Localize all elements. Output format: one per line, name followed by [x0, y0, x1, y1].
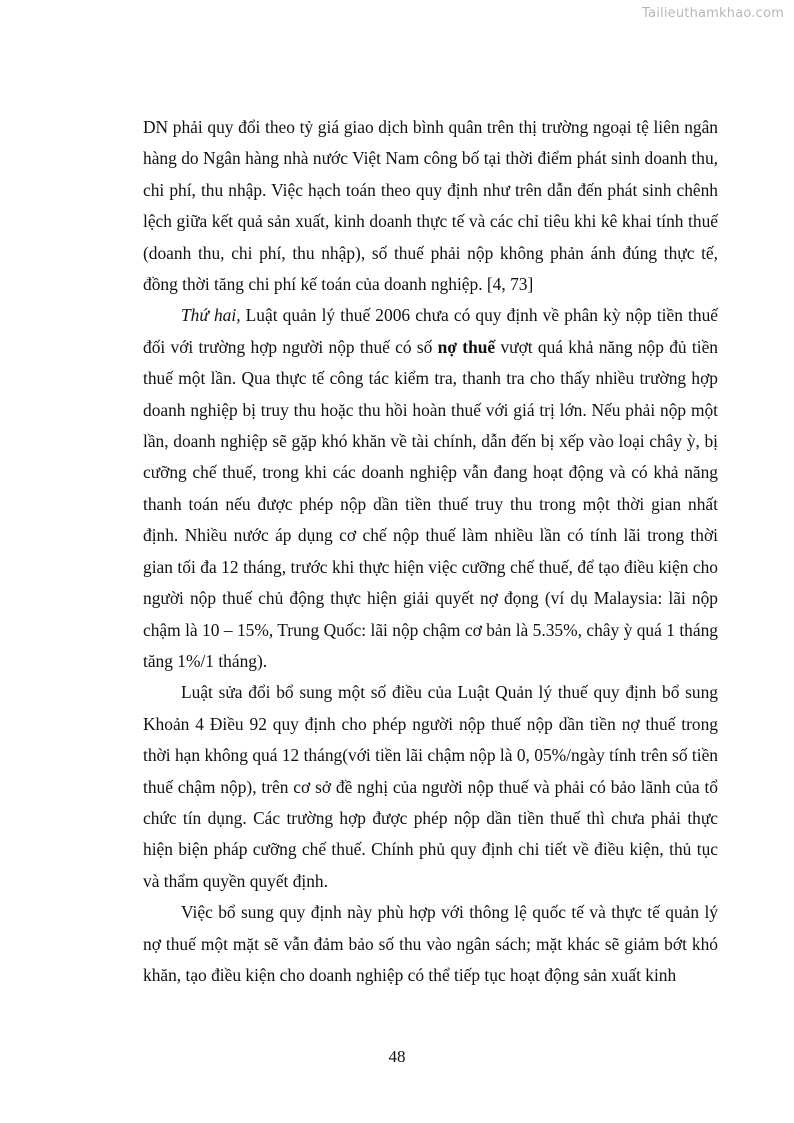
page-number: 48 [388, 1047, 406, 1066]
document-body [143, 112, 718, 991]
paragraph-3: Luật sửa đổi bổ sung một số điều của Luật Quản lý thuế quy định bổ sung Khoản 4 Điều 92 quy định cho phép người nộp thuế nộp dần tiền nợ thuế trong thời hạn không quá 12 tháng(với tiền lãi chậm nộp là 0, 05%/ngày tính trên số tiền thuế chậm nộp), trên cơ sở đề nghị của người nộp thuế và phải có bảo lãnh của tổ chức tín dụng. Các trường hợp được phép nộp dần tiền thuế thì chưa phải thực hiện biện pháp cưỡng chế thuế. Chính phủ quy định chi tiết về điều kiện, thủ tục và thẩm quyền quyết định. [143, 682, 718, 891]
paragraph-2-bold-term: nợ thuế [437, 336, 496, 357]
paragraph-4: Việc bổ sung quy định này phù hợp với thông lệ quốc tế và thực tế quản lý nợ thuế một mặt sẽ vẫn đảm bảo số thu vào ngân sách; mặt khác sẽ giảm bớt khó khăn, tạo điều kiện cho doanh nghiệp có thể tiếp tục hoạt động sản xuất kinh [143, 902, 718, 985]
paragraph-1: DN phải quy đổi theo tỷ giá giao dịch bình quân trên thị trường ngoại tệ liên ngân hàng do Ngân hàng nhà nước Việt Nam công bố tại thời điểm phát sinh doanh thu, chi phí, thu nhập. Việc hạch toán theo quy định như trên dẫn đến phát sinh chênh lệch giữa kết quả sản xuất, kinh doanh thực tế và các chỉ tiêu khi kê khai tính thuế (doanh thu, chi phí, thu nhập), số thuế phải nộp không phản ánh đúng thực tế, đồng thời tăng chi phí kế toán của doanh nghiệp. [4, 73] [143, 117, 718, 295]
paragraph-2-text-a: Luật quản lý thuế 2006 chưa có quy định về phân kỳ nộp tiền thuế đối với trường hợp người nộp thuế có số [143, 305, 718, 357]
paragraph-2-lead-italic: Thứ hai, [181, 305, 241, 326]
paragraph-2 [143, 300, 718, 677]
paragraph-2-text-b: vượt quá khả năng nộp đủ tiền thuế một lần. Qua thực tế công tác kiểm tra, thanh tra cho thấy nhiều trường hợp doanh nghiệp bị truy thu hoặc thu hồi hoàn thuế với giá trị lớn. Nếu phải nộp một lần, doanh nghiệp sẽ gặp khó khăn về tài chính, dẫn đến bị xếp vào loại chây ỳ, bị cưỡng chế thuế, trong khi các doanh nghiệp vẫn đang hoạt động và có khả năng thanh toán nếu được phép nộp dần tiền thuế truy thu trong một thời gian nhất định. Nhiều nước áp dụng cơ chế nộp thuế làm nhiều lần có tính lãi trong thời gian tối đa 12 tháng, trước khi thực hiện việc cưỡng chế thuế, để tạo điều kiện cho người nộp thuế chủ động thực hiện giải quyết nợ đọng (ví dụ Malaysia: lãi nộp chậm là 10 – 15%, Trung Quốc: lãi nộp chậm cơ bản là 5.35%, chây ỳ quá 1 tháng tăng 1%/1 tháng). [143, 336, 718, 671]
watermark-text: Tailieuthamkhao.com [642, 6, 784, 21]
